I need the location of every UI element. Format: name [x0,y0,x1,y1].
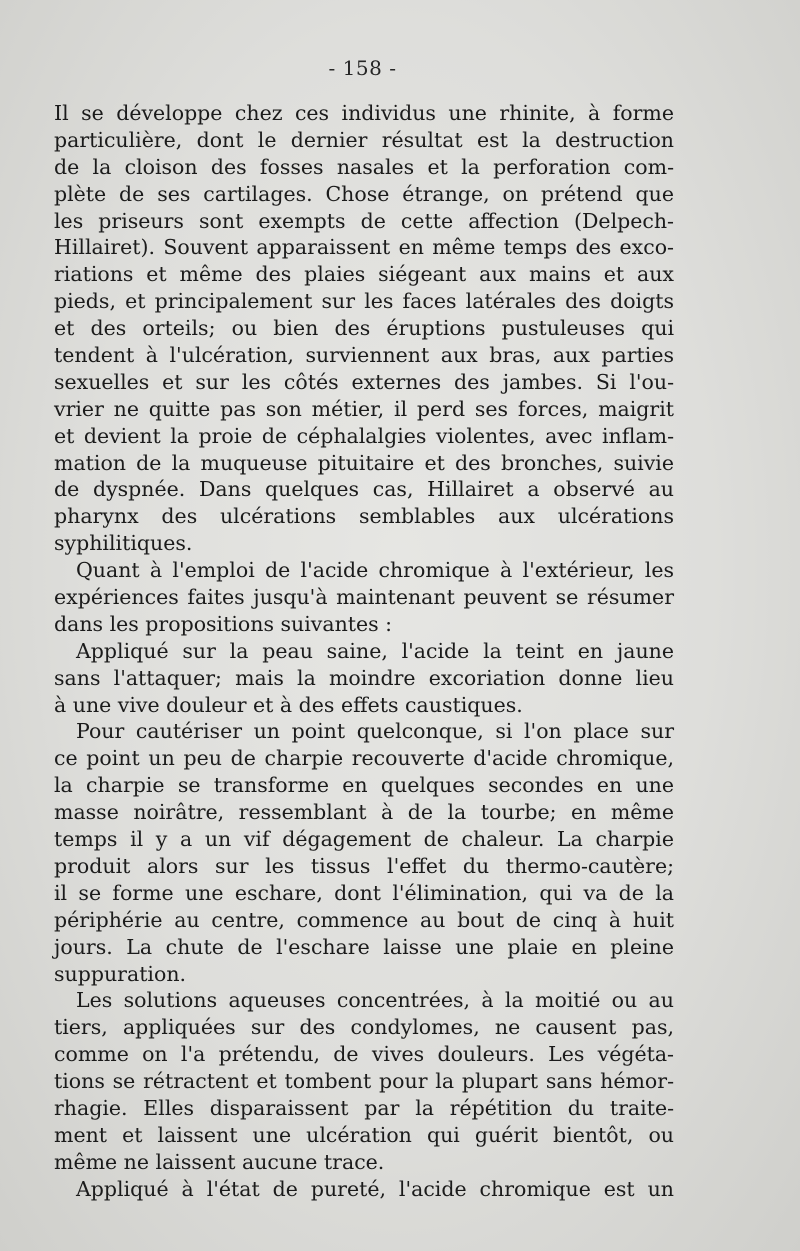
paragraph-start-line: Appliqué à l'état de pureté, l'acide chromique est un [76,1176,674,1201]
text-line: tendent à l'ulcération, surviennent aux bras, aux parties [54,343,674,368]
text-line: et des orteils; ou bien des éruptions pustuleuses qui [54,316,674,341]
text-line: les priseurs sont exempts de cette affection (Delpech- [54,208,674,233]
text-line: plète de ses cartilages. Chose étrange, on prétend que [54,181,674,206]
text-line: ce point un peu de charpie recouverte d'acide chromique, [54,746,674,771]
text-line: périphérie au centre, commence au bout de cinq à huit [54,907,674,932]
paragraph-start-line: Pour cautériser un point quelconque, si l'on place sur [76,719,674,744]
paragraph-start-line: Les solutions aqueuses concentrées, à la moitié ou au [76,988,674,1013]
paragraph-start-line: Quant à l'emploi de l'acide chromique à l'extérieur, les [76,558,674,583]
paragraph-start-line: Appliqué sur la peau saine, l'acide la teint en jaune [76,638,674,663]
text-line: pieds, et principalement sur les faces latérales des doigts [54,289,674,314]
text-line: de dyspnée. Dans quelques cas, Hillairet a observé au [54,477,674,502]
text-line: ment et laissent une ulcération qui guérit bientôt, ou [54,1122,674,1147]
text-line: même ne laissent aucune trace. [54,1149,385,1174]
text-line: sans l'attaquer; mais la moindre excoriation donne lieu [54,665,674,690]
text-line: tions se rétractent et tombent pour la plupart sans hémor- [54,1069,674,1094]
text-line: syphilitiques. [54,531,193,556]
text-line: Il se développe chez ces individus une rhinite, à forme [54,101,674,125]
body-text [54,100,674,1203]
text-line: et devient la proie de céphalalgies violentes, avec inflam- [54,423,674,448]
text-line: de la cloison des fosses nasales et la perforation com- [54,154,674,179]
text-line: sexuelles et sur les côtés externes des jambes. Si l'ou- [54,369,674,394]
text-line: expériences faites jusqu'à maintenant peuvent se résumer [54,585,674,610]
page-number: - 158 - [328,56,397,80]
text-line: masse noirâtre, ressemblant à de la tourbe; en même [54,800,674,825]
text-line: rhagie. Elles disparaissent par la répétition du traite- [54,1095,674,1120]
text-line: jours. La chute de l'eschare laisse une plaie en pleine [54,934,674,959]
text-line: à une vive douleur et à des effets caustiques. [54,692,523,717]
text-line: vrier ne quitte pas son métier, il perd ses forces, maigrit [54,396,674,421]
text-line: comme on l'a prétendu, de vives douleurs. Les végéta- [54,1042,674,1067]
text-line: pharynx des ulcérations semblables aux ulcérations [54,504,674,529]
text-line: suppuration. [54,961,187,986]
text-line: la charpie se transforme en quelques secondes en une [54,773,674,798]
text-line: dans les propositions suivantes : [54,611,393,636]
text-line: mation de la muqueuse pituitaire et des bronches, suivie [54,450,674,475]
text-line: temps il y a un vif dégagement de chaleur. La charpie [54,827,674,852]
text-line: Hillairet). Souvent apparaissent en même temps des exco- [54,235,674,260]
text-line: il se forme une eschare, dont l'élimination, qui va de la [54,880,674,905]
text-line: tiers, appliquées sur des condylomes, ne causent pas, [54,1015,674,1040]
text-line: riations et même des plaies siégeant aux mains et aux [54,262,674,287]
text-line: produit alors sur les tissus l'effet du thermo-cautère; [54,853,674,878]
text-line: particulière, dont le dernier résultat est la destruction [54,127,674,152]
